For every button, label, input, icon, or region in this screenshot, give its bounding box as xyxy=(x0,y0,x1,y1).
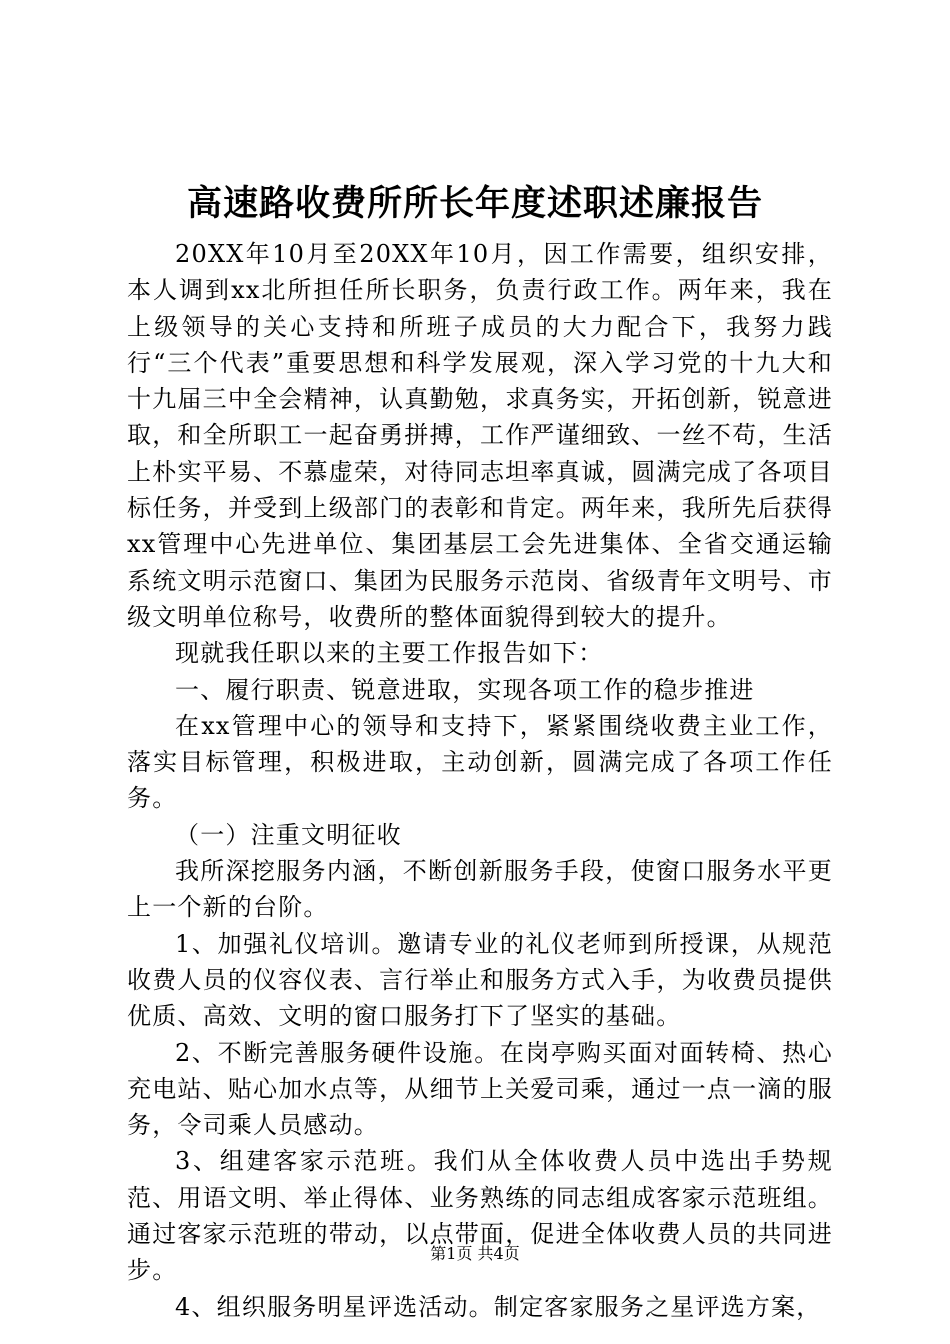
document-title: 高速路收费所所长年度述职述廉报告 xyxy=(186,183,763,224)
list-item-3: 3、组建客家示范班。我们从全体收费人员中选出手势规范、用语文明、举止得体、业务熟练的同志组成客家示范班组。通过客家示范班的带动，以点带面，促进全体收费人员的共同进步。 xyxy=(127,1147,833,1285)
paragraph-section-1: 在xx管理中心的领导和支持下，紧紧围绕收费主业工作，落实目标管理，积极进取，主动创新，圆满完成了各项工作任务。 xyxy=(127,711,833,813)
paragraph-subsection-1: 我所深挖服务内涵，不断创新服务手段，使窗口服务水平更上一个新的台阶。 xyxy=(127,857,833,922)
list-item-4: 4、组织服务明星评选活动。制定客家服务之星评选方案， xyxy=(175,1292,822,1321)
subsection-heading-1: （一）注重文明征收 xyxy=(175,820,402,849)
list-item-1: 1、加强礼仪培训。邀请专业的礼仪老师到所授课，从规范收费人员的仪容仪表、言行举止和服务方式入手，为收费员提供优质、高效、文明的窗口服务打下了坚实的基础。 xyxy=(127,929,833,1031)
page-number-footer: 第1页 共4页 xyxy=(430,1244,520,1263)
paragraph-report-lead: 现就我任职以来的主要工作报告如下： xyxy=(175,639,604,668)
paragraph-intro: 20XX年10月至20XX年10月，因工作需要，组织安排，本人调到xx北所担任所长职务，负责行政工作。两年来，我在上级领导的关心支持和所班子成员的大力配合下，我努力践行“三个代表”重要思想和科学发展观，深入学习党的十九大和十九届三中全会精神，认真勤勉，求真务实，开拓创新，锐意进取，和全所职工一起奋勇拼搏，工作严谨细致、一丝不苟，生活上朴实平易、不慕虚荣，对待同志坦率真诚，圆满完成了各项目标任务，并受到上级部门的表彰和肯定。两年来，我所先后获得xx管理中心先进单位、集团基层工会先进集体、全省交通运输系统文明示范窗口、集团为民服务示范岗、省级青年文明号、市级文明单位称号，收费所的整体面貌得到较大的提升。 xyxy=(127,240,833,631)
document-body xyxy=(127,236,833,1325)
list-item-2: 2、不断完善服务硬件设施。在岗亭购买面对面转椅、热心充电站、贴心加水点等，从细节上关爱司乘，通过一点一滴的服务，令司乘人员感动。 xyxy=(127,1038,833,1140)
section-heading-1: 一、履行职责、锐意进取，实现各项工作的稳步推进 xyxy=(175,675,755,704)
